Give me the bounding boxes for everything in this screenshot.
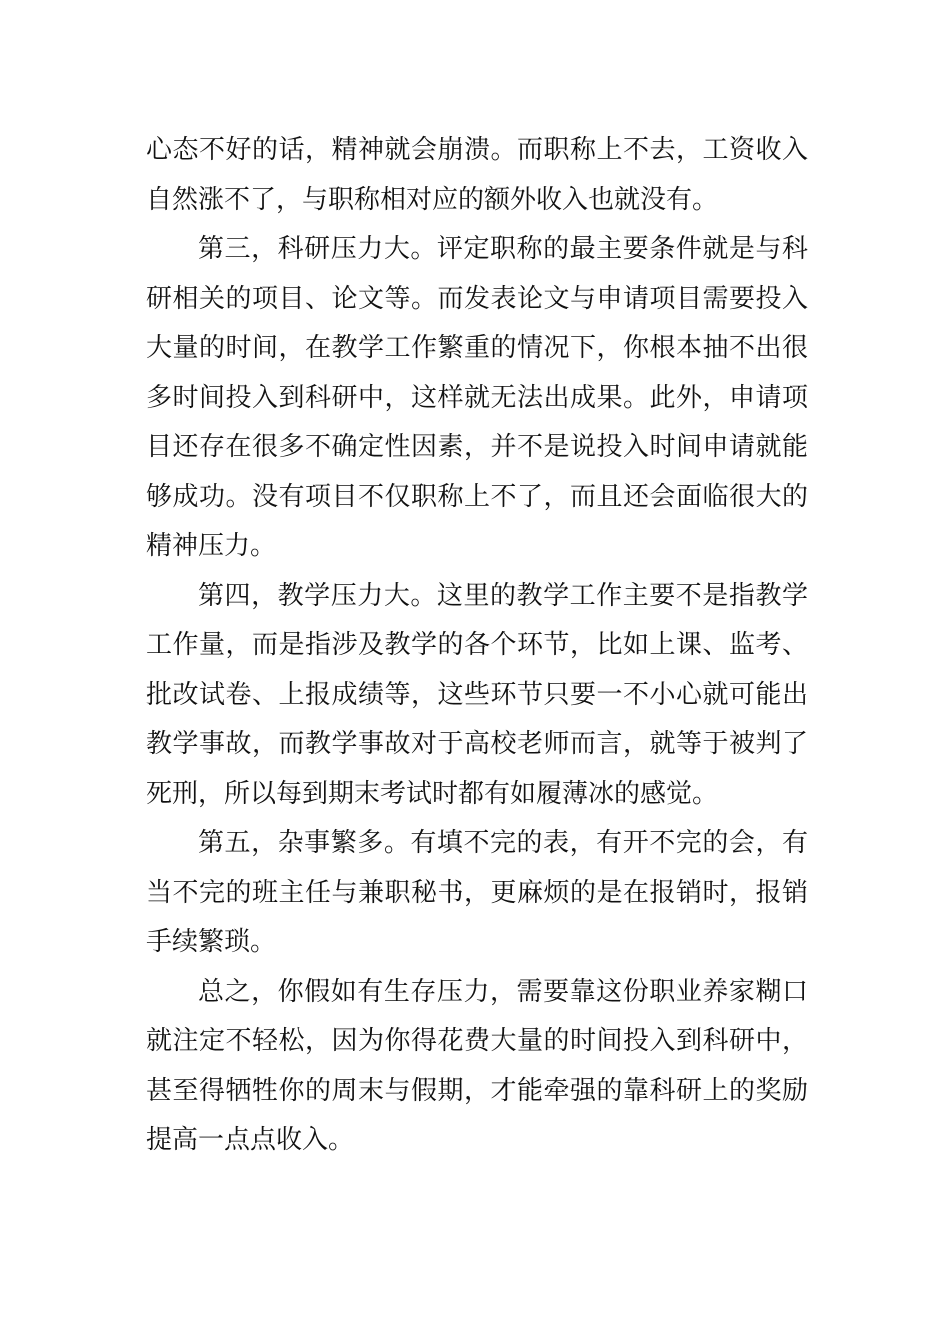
paragraph-miscellaneous-tasks: 第五，杂事繁多。有填不完的表，有开不完的会，有当不完的班主任与兼职秘书，更麻烦的是在报销时，报销手续繁琐。 — [146, 828, 808, 957]
paragraph-teaching-pressure: 第四，教学压力大。这里的教学工作主要不是指教学工作量，而是指涉及教学的各个环节，比如上课、监考、批改试卷、上报成绩等，这些环节只要一不小心就可能出教学事故，而教学事故对于高校老师而言，就等于被判了死刑，所以每到期末考试时都有如履薄冰的感觉。 — [146, 580, 808, 809]
paragraph-conclusion: 总之，你假如有生存压力，需要靠这份职业养家糊口就注定不轻松，因为你得花费大量的时间投入到科研中，甚至得牺牲你的周末与假期，才能牵强的靠科研上的奖励提高一点点收入。 — [146, 976, 808, 1155]
document-body — [146, 126, 808, 1166]
paragraph-research-pressure: 第三，科研压力大。评定职称的最主要条件就是与科研相关的项目、论文等。而发表论文与申请项目需要投入大量的时间，在教学工作繁重的情况下，你根本抽不出很多时间投入到科研中，这样就无法出成果。此外，申请项目还存在很多不确定性因素，并不是说投入时间申请就能够成功。没有项目不仅职称上不了，而且还会面临很大的精神压力。 — [146, 234, 808, 561]
paragraph-continuation: 心态不好的话，精神就会崩溃。而职称上不去，工资收入自然涨不了，与职称相对应的额外收入也就没有。 — [146, 135, 808, 215]
